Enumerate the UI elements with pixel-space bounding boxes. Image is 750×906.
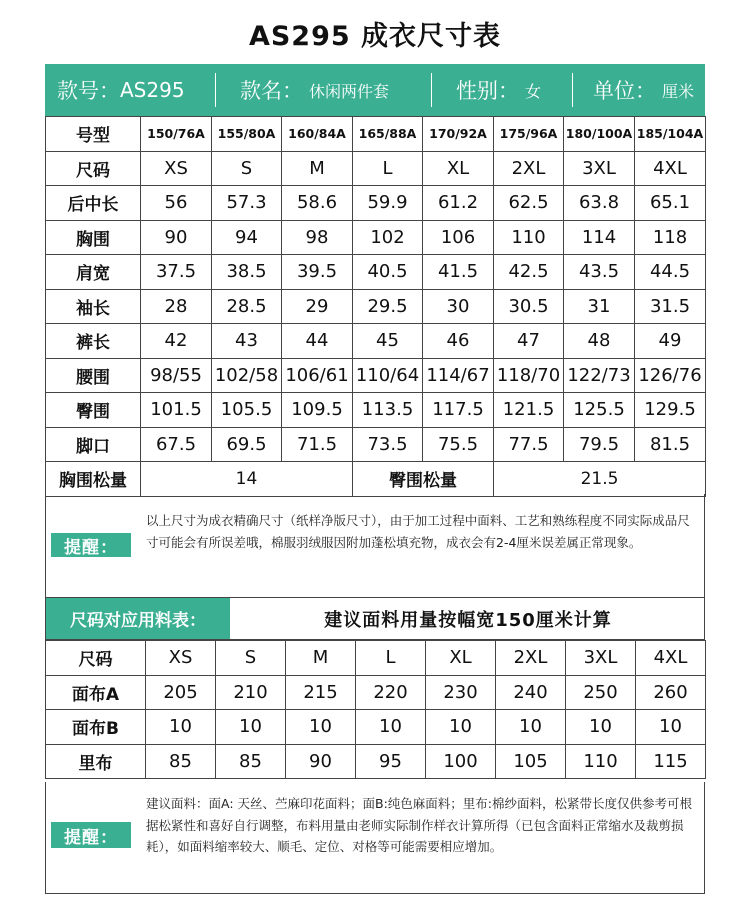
table-cell: 59.9 [353,186,423,221]
unit-label: 单位： [593,79,656,103]
gender [432,64,572,116]
row-label: 面布B [46,710,146,745]
table-cell: 122/73 [564,358,635,393]
table-cell: 40.5 [353,255,423,290]
table-cell: 79.5 [564,427,635,462]
table-cell: 62.5 [494,186,564,221]
table-cell: 2XL [494,151,564,186]
chest-ease-label: 胸围松量 [46,462,141,497]
table-cell: 10 [356,710,426,745]
table-cell: 37.5 [141,255,212,290]
table-cell: 105.5 [212,393,282,428]
table-row [46,324,706,359]
table-cell: 77.5 [494,427,564,462]
style-no [45,64,215,116]
table-row [46,255,706,290]
table-cell: 42 [141,324,212,359]
table-cell: 109.5 [282,393,353,428]
ease-row [46,462,706,497]
table-cell: 260 [636,675,706,710]
table-cell: 165/88A [353,117,423,152]
table-cell: 10 [496,710,566,745]
table-cell: 56 [141,186,212,221]
table-cell: M [282,151,353,186]
table-cell: 150/76A [141,117,212,152]
table-cell: 94 [212,220,282,255]
table-cell: 98/55 [141,358,212,393]
fabric-section-label: 尺码对应用料表： [46,598,230,639]
table-cell: 170/92A [423,117,494,152]
table-cell: 31 [564,289,635,324]
row-label: 尺码 [46,151,141,186]
table-cell: 118 [635,220,706,255]
gender-label: 性别： [456,79,519,103]
size-header-cell: XS [146,641,216,676]
table-cell: 121.5 [494,393,564,428]
row-label: 胸围 [46,220,141,255]
table-cell: 49 [635,324,706,359]
table-cell: 42.5 [494,255,564,290]
table-cell: 45 [353,324,423,359]
table-row [46,151,706,186]
table-cell: 90 [141,220,212,255]
table-cell: 180/100A [564,117,635,152]
table-cell: 115 [636,744,706,779]
style-name-value: 休闲两件套 [309,81,390,101]
table-cell: 175/96A [494,117,564,152]
row-label: 面布A [46,675,146,710]
table-cell: 117.5 [423,393,494,428]
row-label: 里布 [46,744,146,779]
style-no-label: 款号： [57,79,120,103]
table-cell: 160/84A [282,117,353,152]
table-cell: 3XL [564,151,635,186]
style-name-label: 款名： [240,79,303,103]
table-cell: 215 [286,675,356,710]
table-cell: 69.5 [212,427,282,462]
table-cell: 28 [141,289,212,324]
table-row [46,744,706,779]
row-label: 袖长 [46,289,141,324]
table-cell: 48 [564,324,635,359]
style-name [216,64,431,116]
table-cell: 126/76 [635,358,706,393]
table-cell: 205 [146,675,216,710]
hip-ease-value: 21.5 [494,462,706,497]
table-row [46,427,706,462]
table-cell: 28.5 [212,289,282,324]
table-cell: 10 [426,710,496,745]
fabric-section-header [45,598,705,640]
reminder-badge: 提醒： [51,533,131,557]
table-cell: 29 [282,289,353,324]
table-cell: 114/67 [423,358,494,393]
table-cell: 10 [566,710,636,745]
table-cell: 90 [286,744,356,779]
table-cell: 61.2 [423,186,494,221]
table-cell: 100 [426,744,496,779]
fabric-section-subtitle: 建议面料用量按幅宽150厘米计算 [324,609,612,631]
table-cell: 10 [636,710,706,745]
table-cell: L [353,151,423,186]
table-cell: 114 [564,220,635,255]
table-cell: 129.5 [635,393,706,428]
table-cell: 30 [423,289,494,324]
size-header-cell: XL [426,641,496,676]
table-cell: XL [423,151,494,186]
table-cell: 10 [146,710,216,745]
row-label: 肩宽 [46,255,141,290]
table-cell: 210 [216,675,286,710]
table-cell: 98 [282,220,353,255]
table-cell: 63.8 [564,186,635,221]
table-cell: 125.5 [564,393,635,428]
table-row [46,289,706,324]
reminder-badge: 提醒： [51,822,131,848]
table-cell: 75.5 [423,427,494,462]
table-cell: 47 [494,324,564,359]
reminder-text: 以上尺寸为成衣精确尺寸（纸样净版尺寸），由于加工过程中面料、工艺和熟练程度不同实际成品尺寸可能会有所误差哦，棉服羽绒服因附加蓬松填充物，成衣会有2-4厘米误差属正常现象。 [146,513,690,550]
row-label: 腰围 [46,358,141,393]
table-cell: 240 [496,675,566,710]
size-header-cell: L [356,641,426,676]
row-label: 裤长 [46,324,141,359]
table-cell: 39.5 [282,255,353,290]
table-cell: 102/58 [212,358,282,393]
table-cell: 110/64 [353,358,423,393]
chest-ease-value: 14 [141,462,353,497]
table-row [46,358,706,393]
size-header-cell: 4XL [636,641,706,676]
size-header-cell: 3XL [566,641,636,676]
fabric-table [45,640,706,779]
table-cell: 67.5 [141,427,212,462]
table-cell: 230 [426,675,496,710]
table-cell: 57.3 [212,186,282,221]
size-header-cell: M [286,641,356,676]
table-cell: 81.5 [635,427,706,462]
table-cell: 31.5 [635,289,706,324]
style-no-value: AS295 [120,78,185,102]
table-cell: 155/80A [212,117,282,152]
table-cell: 110 [494,220,564,255]
table-cell: 30.5 [494,289,564,324]
table-cell: 220 [356,675,426,710]
table-cell: 85 [216,744,286,779]
table-cell: 58.6 [282,186,353,221]
table-cell: 95 [356,744,426,779]
table-cell: 65.1 [635,186,706,221]
table-cell: XS [141,151,212,186]
row-label: 尺码 [46,641,146,676]
row-label: 后中长 [46,186,141,221]
table-row [46,220,706,255]
page-title: AS295 成衣尺寸表 [248,21,502,52]
table-cell: 44 [282,324,353,359]
hip-ease-label: 臀围松量 [353,462,494,497]
table-cell: 102 [353,220,423,255]
table-cell: 29.5 [353,289,423,324]
table-row [46,393,706,428]
table-cell: 113.5 [353,393,423,428]
table-header-row [46,641,706,676]
unit [573,64,705,116]
row-label: 号型 [46,117,141,152]
reminder-note [45,494,705,598]
table-row [46,710,706,745]
table-cell: 73.5 [353,427,423,462]
table-cell: 43.5 [564,255,635,290]
table-cell: S [212,151,282,186]
table-cell: 105 [496,744,566,779]
table-cell: 85 [146,744,216,779]
table-cell: 10 [286,710,356,745]
fabric-reminder-text: 建议面料：面A: 天丝、苎麻印花面料；面B:纯色麻面料；里布:棉纱面料，松紧带长度仅供参考可根据松紧性和喜好自行调整，布料用量由老师实际制作样衣计算所得（已包含面料正常缩水及裁剪损耗），如面料缩率较大、顺毛、定位、对格等可能需要相应增加。 [146,796,693,854]
table-cell: 41.5 [423,255,494,290]
table-cell: 71.5 [282,427,353,462]
size-header-cell: S [216,641,286,676]
info-header-bar [45,64,705,116]
table-row [46,186,706,221]
table-cell: 4XL [635,151,706,186]
table-cell: 106 [423,220,494,255]
table-cell: 250 [566,675,636,710]
table-cell: 10 [216,710,286,745]
fabric-reminder-note [45,782,705,894]
gender-value: 女 [525,81,542,101]
table-cell: 46 [423,324,494,359]
table-row [46,675,706,710]
row-label: 脚口 [46,427,141,462]
table-cell: 118/70 [494,358,564,393]
table-cell: 185/104A [635,117,706,152]
table-cell: 44.5 [635,255,706,290]
table-cell: 110 [566,744,636,779]
table-cell: 101.5 [141,393,212,428]
table-cell: 106/61 [282,358,353,393]
row-label: 臀围 [46,393,141,428]
table-cell: 38.5 [212,255,282,290]
table-row [46,117,706,152]
unit-value: 厘米 [662,81,695,101]
table-cell: 43 [212,324,282,359]
size-header-cell: 2XL [496,641,566,676]
size-table [45,116,706,497]
